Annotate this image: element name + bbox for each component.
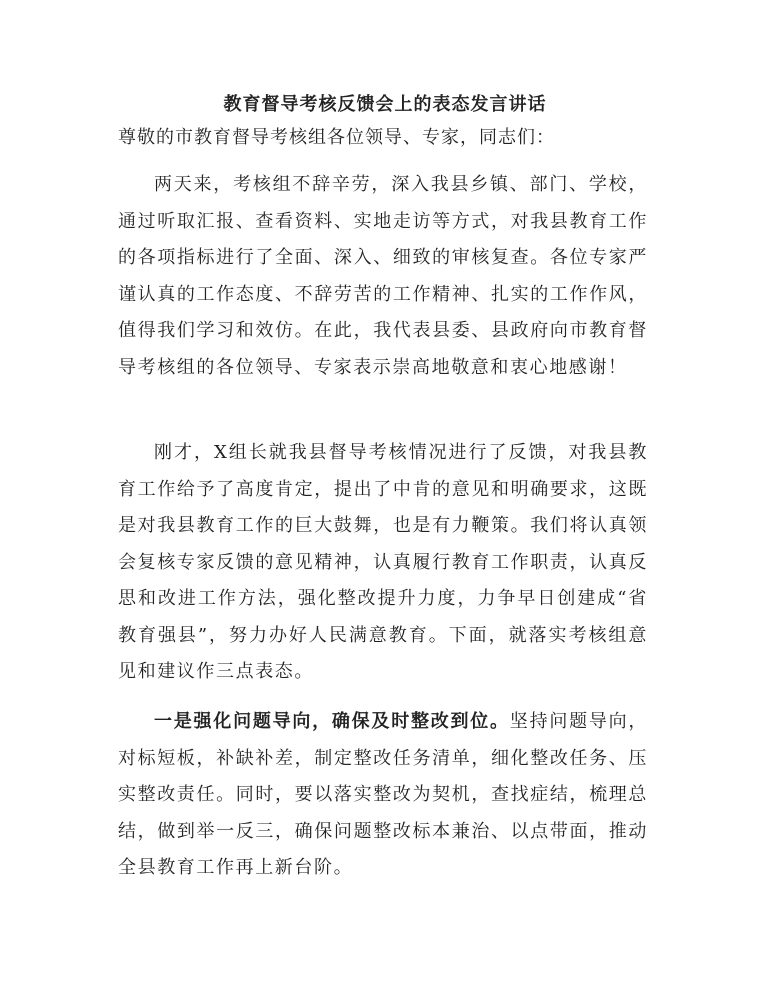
paragraph-1-text: 两天来，考核组不辞辛劳，深入我县乡镇、部门、学校，通过听取汇报、查看资料、实地走访等方式，对我县教育工作的各项指标进行了全面、深入、细致的审核复查。各位专家严谨认真的工作态度、不辞劳苦的工作精神、扎实的工作作风，值得我们学习和效仿。在此，我代表县委、县政府向市教育督导考核组的各位领导、专家表示崇高地敬意和衷心地感谢！ bbox=[118, 174, 648, 378]
paragraph-2 bbox=[118, 435, 648, 691]
paragraph-3-lead: 一是强化问题导向，确保及时整改到位。 bbox=[154, 711, 510, 732]
document-title: 教育督导考核反馈会上的表态发言讲话 bbox=[223, 94, 547, 115]
paragraph-3 bbox=[118, 704, 648, 887]
salutation: 尊敬的市教育督导考核组各位领导、专家，同志们： bbox=[118, 127, 555, 148]
paragraph-3-text: 坚持问题导向，对标短板，补缺补差，制定整改任务清单，细化整改任务、压实整改责任。同时，要以落实整改为契机，查找症结，梳理总结，做到举一反三，确保问题整改标本兼治、以点带面，推动全县教育工作再上新台阶。 bbox=[118, 711, 648, 878]
paragraph-1 bbox=[118, 167, 648, 386]
paragraph-2-text: 刚才，X组长就我县督导考核情况进行了反馈，对我县教育工作给予了高度肯定，提出了中肯的意见和明确要求，这既是对我县教育工作的巨大鼓舞，也是有力鞭策。我们将认真领会复核专家反馈的意见精神，认真履行教育工作职责，认真反思和改进工作方法，强化整改提升力度，力争早日创建成“省教育强县”，努力办好人民满意教育。下面，就落实考核组意见和建议作三点表态。 bbox=[118, 442, 648, 682]
